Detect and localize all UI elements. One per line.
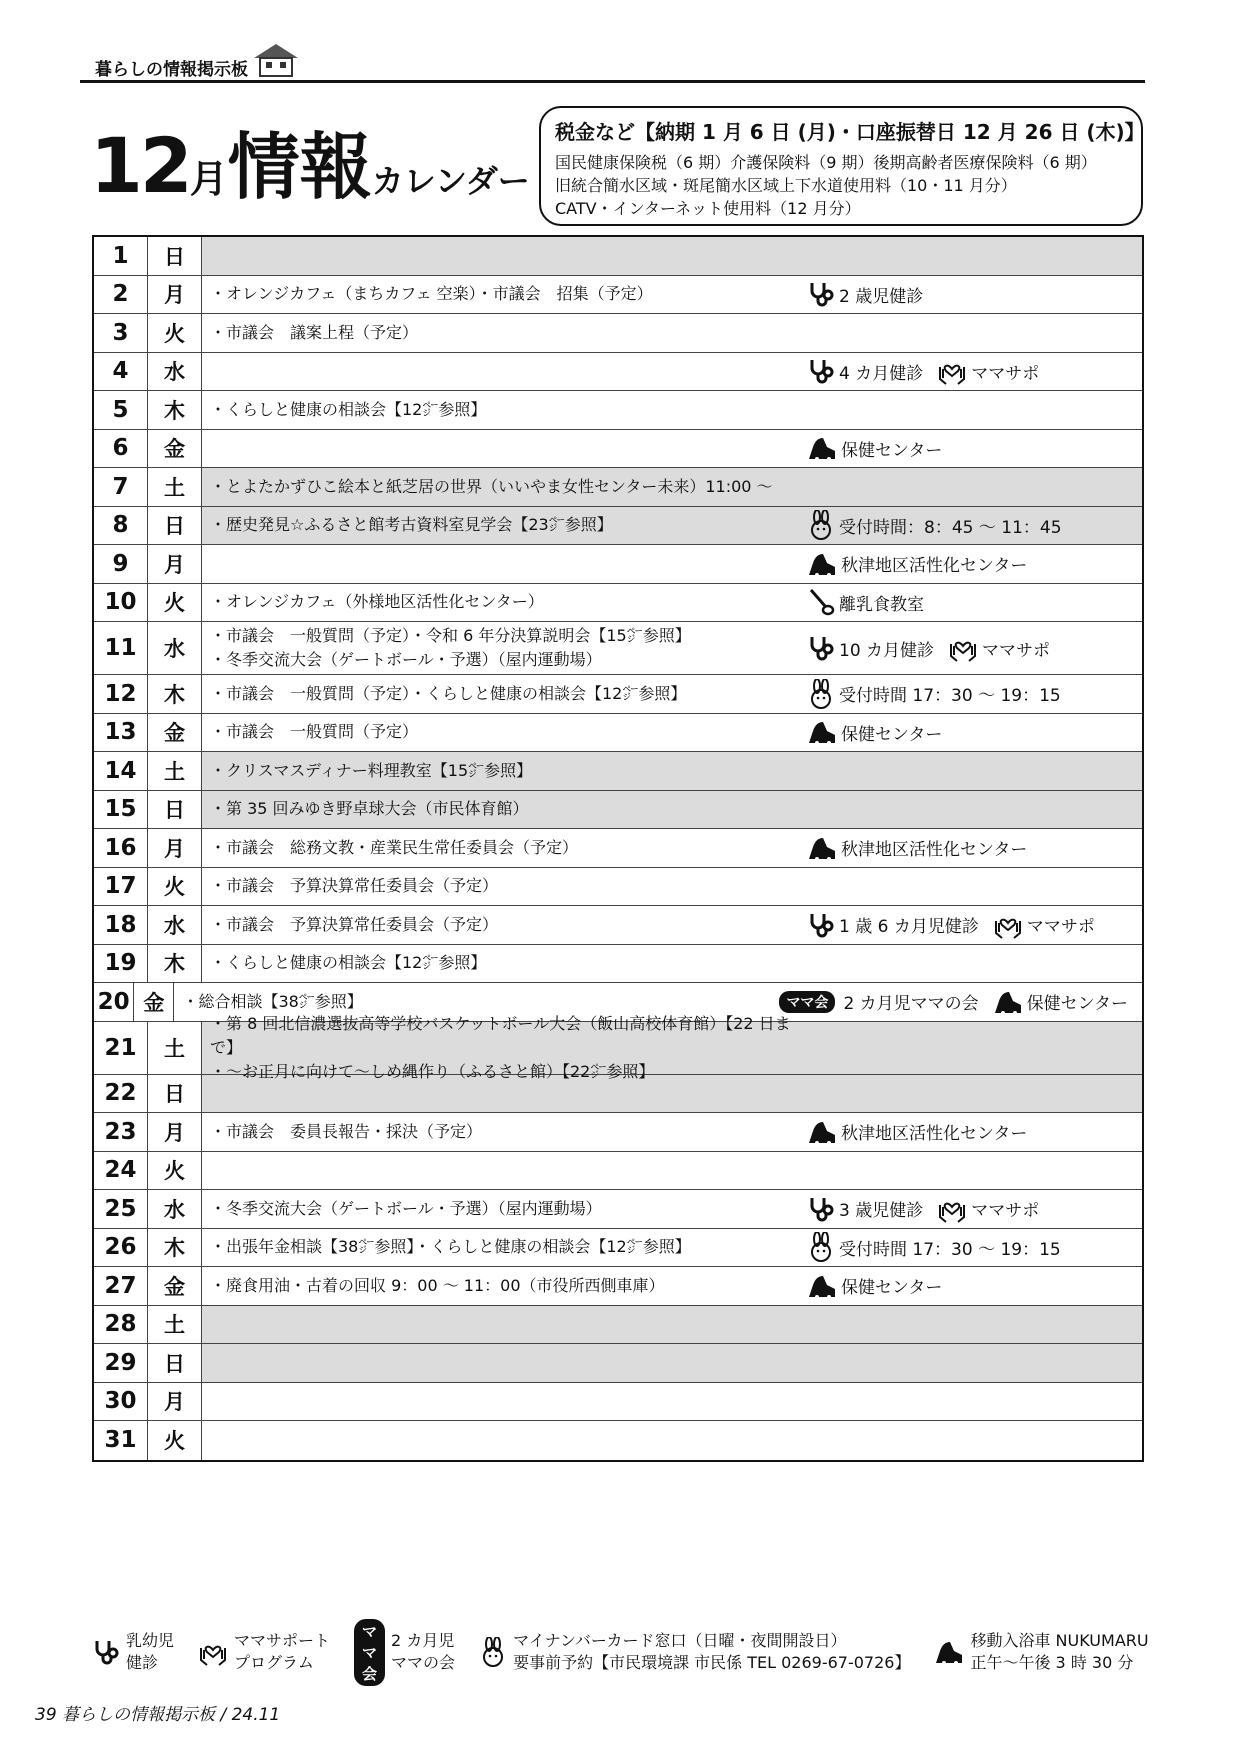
date-cell: 31 bbox=[94, 1421, 148, 1460]
tax-info-box bbox=[539, 106, 1143, 226]
event-item: ・第 8 回北信濃選抜高等学校バスケットボール大会（飯山高校体育館）【22 日まで】 bbox=[210, 1013, 791, 1057]
event-item: ・市議会 委員長報告・採決（予定） bbox=[210, 1121, 483, 1141]
header-label: 暮らしの情報掲示板 bbox=[95, 60, 248, 80]
legend-item bbox=[934, 1630, 1148, 1674]
service-label: 10 カ月健診 bbox=[839, 640, 935, 661]
service-list bbox=[807, 280, 1142, 308]
event-list bbox=[210, 398, 807, 422]
legend-line: 健診 bbox=[126, 1653, 159, 1672]
events-cell bbox=[202, 1344, 1142, 1382]
legend-line: ママの会 bbox=[391, 1653, 456, 1672]
event-item: ・廃食用油・古着の回収 9：00 ～ 11：00（市役所西側車庫） bbox=[210, 1275, 665, 1295]
event-item: ・歴史発見☆ふるさと館考古資料室見学会【23㌻参照】 bbox=[210, 515, 613, 535]
weekday-cell: 木 bbox=[148, 1229, 202, 1267]
events-cell bbox=[202, 314, 1142, 352]
tax-heading: 税金など【納期 1 月 6 日 (月)・口座振替日 12 月 26 日 (木)】 bbox=[555, 120, 1145, 144]
event-item: ・市議会 一般質問（予定）・令和 6 年分決算説明会【15㌻参照】 bbox=[210, 626, 691, 645]
event-item: ・市議会 一般質問（予定）・くらしと健康の相談会【12㌻参照】 bbox=[210, 683, 687, 703]
legend-text bbox=[126, 1630, 174, 1674]
weekday-cell: 水 bbox=[148, 1190, 202, 1228]
event-list bbox=[210, 836, 807, 860]
event-item: ・市議会 総務文教・産業民生常任委員会（予定） bbox=[210, 837, 579, 857]
events-cell bbox=[202, 1306, 1142, 1344]
calendar-row bbox=[94, 237, 1142, 276]
weekday-cell: 金 bbox=[148, 1267, 202, 1305]
service-tag bbox=[807, 835, 1027, 861]
stethoscope-icon bbox=[807, 911, 835, 939]
calendar-row bbox=[94, 622, 1142, 675]
hands-heart-icon bbox=[937, 357, 967, 385]
legend-text bbox=[970, 1630, 1148, 1674]
date-cell: 12 bbox=[94, 675, 148, 713]
hands-heart-icon bbox=[937, 1195, 967, 1223]
tax-line: CATV・インターネット使用料（12 月分） bbox=[555, 199, 861, 218]
date-cell: 15 bbox=[94, 791, 148, 829]
service-tag bbox=[807, 1119, 1027, 1145]
event-list bbox=[210, 720, 807, 744]
service-tag bbox=[807, 280, 923, 308]
date-cell: 29 bbox=[94, 1344, 148, 1382]
weekday-cell: 月 bbox=[148, 829, 202, 867]
stethoscope-icon bbox=[807, 280, 835, 308]
event-item: ・出張年金相談【38㌻参照】・くらしと健康の相談会【12㌻参照】 bbox=[210, 1237, 691, 1257]
events-cell bbox=[202, 714, 1142, 752]
service-tag bbox=[948, 634, 1050, 662]
calendar-row bbox=[94, 675, 1142, 714]
hands-heart-icon bbox=[948, 634, 978, 662]
event-item: ・クリスマスディナー料理教室【15㌻参照】 bbox=[210, 760, 533, 780]
events-cell bbox=[202, 545, 1142, 583]
event-item: ・市議会 予算決算常任委員会（予定） bbox=[210, 876, 499, 896]
date-cell: 5 bbox=[94, 391, 148, 429]
event-item: ・市議会 議案上程（予定） bbox=[210, 322, 419, 342]
calendar-row bbox=[94, 1383, 1142, 1422]
bath-car-icon bbox=[807, 835, 837, 861]
service-list bbox=[807, 1119, 1142, 1145]
stethoscope-icon bbox=[807, 1195, 835, 1223]
date-cell: 19 bbox=[94, 945, 148, 983]
weekday-cell: 土 bbox=[148, 468, 202, 506]
service-list bbox=[807, 357, 1142, 385]
rabbit-icon bbox=[807, 679, 835, 709]
service-list bbox=[807, 510, 1142, 540]
bath-car-icon bbox=[807, 435, 837, 461]
event-list bbox=[210, 951, 807, 975]
calendar-row bbox=[94, 430, 1142, 469]
weekday-cell: 火 bbox=[148, 314, 202, 352]
date-cell: 24 bbox=[94, 1152, 148, 1190]
event-list bbox=[210, 475, 807, 499]
service-label: ママサポ bbox=[971, 363, 1040, 384]
service-label: 保健センター bbox=[1026, 994, 1128, 1015]
weekday-cell: 月 bbox=[148, 1383, 202, 1421]
date-cell: 2 bbox=[94, 276, 148, 314]
event-item: ・オレンジカフェ（まちカフェ 空楽）・市議会 招集（予定） bbox=[210, 284, 653, 304]
hands-heart-icon bbox=[198, 1638, 228, 1666]
weekday-cell: 月 bbox=[148, 545, 202, 583]
event-list bbox=[210, 874, 807, 898]
date-cell: 18 bbox=[94, 906, 148, 944]
stethoscope-icon bbox=[807, 357, 835, 385]
weekday-cell: 火 bbox=[148, 584, 202, 622]
weekday-cell: 日 bbox=[148, 1075, 202, 1113]
weekday-cell: 火 bbox=[148, 1421, 202, 1460]
events-cell bbox=[202, 1013, 1142, 1081]
weekday-cell: 土 bbox=[148, 1306, 202, 1344]
calendar-row bbox=[94, 791, 1142, 830]
service-label: 秋津地区活性化センター bbox=[841, 1124, 1028, 1145]
service-label: 受付時間：8：45 ～ 11：45 bbox=[839, 517, 1062, 538]
events-cell bbox=[202, 1075, 1142, 1113]
event-list bbox=[210, 282, 807, 306]
date-cell: 28 bbox=[94, 1306, 148, 1344]
tax-line: 旧統合簡水区域・斑尾簡水区域上下水道使用料（10・11 月分） bbox=[555, 176, 1017, 195]
legend-text bbox=[391, 1630, 455, 1674]
service-label: ママサポ bbox=[971, 1201, 1040, 1222]
event-list bbox=[210, 1197, 807, 1221]
service-tag bbox=[993, 989, 1128, 1015]
event-item: ・くらしと健康の相談会【12㌻参照】 bbox=[210, 953, 487, 973]
service-list bbox=[807, 1232, 1142, 1262]
weekday-cell: 日 bbox=[148, 237, 202, 275]
bath-car-icon bbox=[807, 1273, 837, 1299]
event-list bbox=[182, 990, 779, 1014]
date-cell: 14 bbox=[94, 752, 148, 790]
service-list bbox=[807, 587, 1142, 617]
event-item: ・オレンジカフェ（外様地区活性化センター） bbox=[210, 592, 544, 612]
date-cell: 26 bbox=[94, 1229, 148, 1267]
event-list bbox=[210, 1120, 807, 1144]
date-cell: 7 bbox=[94, 468, 148, 506]
service-tag bbox=[807, 1232, 1061, 1262]
weekday-cell: 土 bbox=[148, 1022, 202, 1074]
service-label: 1 歳 6 カ月児健診 bbox=[839, 917, 979, 938]
header-rule bbox=[80, 80, 1145, 83]
page-footer: 39 暮らしの情報掲示板 / 24.11 bbox=[35, 1705, 281, 1725]
events-cell bbox=[202, 353, 1142, 391]
date-cell: 3 bbox=[94, 314, 148, 352]
date-cell: 25 bbox=[94, 1190, 148, 1228]
calendar-row bbox=[94, 1267, 1142, 1306]
weekday-cell: 日 bbox=[148, 507, 202, 545]
event-item: ・くらしと健康の相談会【12㌻参照】 bbox=[210, 399, 487, 419]
bath-car-icon bbox=[807, 551, 837, 577]
service-label: ママサポ bbox=[982, 640, 1051, 661]
weekday-cell: 木 bbox=[148, 945, 202, 983]
event-list bbox=[210, 513, 807, 537]
service-tag bbox=[807, 435, 942, 461]
service-label: 保健センター bbox=[841, 1278, 943, 1299]
event-list bbox=[210, 797, 807, 821]
legend-line: 移動入浴車 NUKUMARU bbox=[970, 1631, 1149, 1650]
calendar-row bbox=[94, 507, 1142, 546]
event-list bbox=[210, 1012, 807, 1084]
event-list bbox=[210, 1274, 807, 1298]
service-list bbox=[807, 719, 1142, 745]
event-list bbox=[210, 590, 807, 614]
stethoscope-icon bbox=[92, 1638, 120, 1666]
events-cell bbox=[202, 829, 1142, 867]
weekday-cell: 水 bbox=[148, 353, 202, 391]
service-label: 保健センター bbox=[841, 724, 943, 745]
bath-car-icon bbox=[807, 719, 837, 745]
date-cell: 17 bbox=[94, 868, 148, 906]
calendar-row bbox=[94, 314, 1142, 353]
event-list bbox=[210, 682, 807, 706]
legend-text bbox=[234, 1630, 330, 1674]
calendar-row bbox=[94, 468, 1142, 507]
event-item: ・冬季交流大会（ゲートボール・予選）（屋内運動場） bbox=[210, 650, 602, 669]
weekday-cell: 木 bbox=[148, 675, 202, 713]
legend-item bbox=[198, 1630, 330, 1674]
service-list bbox=[807, 551, 1142, 577]
date-cell: 20 bbox=[94, 983, 134, 1021]
legend-line: 要事前予約【市民環境課 市民係 TEL 0269-67-0726】 bbox=[513, 1653, 911, 1672]
service-label: 3 歳児健診 bbox=[839, 1201, 924, 1222]
calendar-row bbox=[94, 391, 1142, 430]
weekday-cell: 金 bbox=[148, 430, 202, 468]
legend bbox=[92, 1622, 1149, 1683]
weekday-cell: 火 bbox=[148, 1152, 202, 1190]
weekday-cell: 日 bbox=[148, 1344, 202, 1382]
legend-line: プログラム bbox=[234, 1653, 314, 1672]
calendar-row bbox=[94, 1075, 1142, 1114]
calendar-table bbox=[92, 235, 1144, 1462]
calendar-row bbox=[94, 1229, 1142, 1268]
service-label: 離乳食教室 bbox=[839, 594, 924, 615]
service-list bbox=[779, 989, 1142, 1015]
hands-heart-icon bbox=[993, 911, 1023, 939]
calendar-row bbox=[94, 829, 1142, 868]
service-label: 受付時間 17：30 ～ 19：15 bbox=[839, 686, 1061, 707]
events-cell bbox=[202, 868, 1142, 906]
event-list bbox=[210, 1235, 807, 1259]
event-item: ・市議会 予算決算常任委員会（予定） bbox=[210, 914, 499, 934]
service-tag bbox=[807, 911, 979, 939]
weekday-cell: 土 bbox=[148, 752, 202, 790]
service-list bbox=[807, 634, 1142, 662]
service-tag bbox=[807, 1273, 942, 1299]
service-tag bbox=[807, 634, 934, 662]
calendar-row bbox=[94, 906, 1142, 945]
title-main: 情報 bbox=[227, 125, 372, 209]
title-month-suffix: 月 bbox=[189, 157, 228, 201]
weekday-cell: 火 bbox=[148, 868, 202, 906]
legend-line: 2 カ月児 bbox=[391, 1631, 455, 1650]
calendar-row bbox=[94, 752, 1142, 791]
date-cell: 13 bbox=[94, 714, 148, 752]
mama-badge: ママ会 bbox=[354, 1619, 385, 1686]
date-cell: 9 bbox=[94, 545, 148, 583]
tax-line: 国民健康保険税（6 期）介護保険料（9 期）後期高齢者医療保険料（6 期） bbox=[555, 153, 1097, 172]
event-item: ・第 35 回みゆき野卓球大会（市民体育館） bbox=[210, 799, 529, 819]
event-item: ・市議会 一般質問（予定） bbox=[210, 722, 419, 742]
events-cell bbox=[202, 675, 1142, 713]
calendar-row bbox=[94, 1344, 1142, 1383]
events-cell bbox=[202, 237, 1142, 275]
service-list bbox=[807, 679, 1142, 709]
events-cell bbox=[202, 1190, 1142, 1228]
rabbit-icon bbox=[807, 510, 835, 540]
title-month-number: 12 bbox=[90, 121, 190, 210]
page-title bbox=[90, 121, 530, 210]
service-tag bbox=[807, 510, 1062, 540]
events-cell bbox=[202, 1113, 1142, 1151]
legend-line: ママサポート bbox=[234, 1631, 331, 1650]
weekday-cell: 月 bbox=[148, 276, 202, 314]
date-cell: 21 bbox=[94, 1022, 148, 1074]
calendar-row bbox=[94, 714, 1142, 753]
service-list bbox=[807, 1273, 1142, 1299]
event-item: ・～お正月に向けて～しめ縄作り（ふるさと館）【22㌻参照】 bbox=[210, 1061, 655, 1081]
event-list bbox=[210, 321, 807, 345]
house-icon bbox=[252, 42, 300, 82]
service-tag bbox=[937, 357, 1039, 385]
calendar-row bbox=[94, 1113, 1142, 1152]
service-tag bbox=[807, 719, 942, 745]
service-label: 保健センター bbox=[841, 440, 943, 461]
service-label: 2 歳児健診 bbox=[839, 286, 924, 307]
event-list bbox=[210, 913, 807, 937]
service-label: 2 カ月児ママの会 bbox=[843, 994, 979, 1015]
service-label: 4 カ月健診 bbox=[839, 363, 924, 384]
events-cell bbox=[202, 622, 1142, 674]
events-cell bbox=[202, 391, 1142, 429]
events-cell bbox=[202, 1421, 1142, 1460]
legend-item bbox=[92, 1630, 174, 1674]
service-tag bbox=[807, 1195, 923, 1223]
service-list bbox=[807, 435, 1142, 461]
events-cell bbox=[202, 584, 1142, 622]
date-cell: 1 bbox=[94, 237, 148, 275]
date-cell: 23 bbox=[94, 1113, 148, 1151]
legend-line: マイナンバーカード窓口（日曜・夜間開設日） bbox=[513, 1631, 847, 1650]
date-cell: 11 bbox=[94, 622, 148, 674]
service-tag bbox=[937, 1195, 1039, 1223]
events-cell bbox=[202, 945, 1142, 983]
service-tag bbox=[807, 679, 1061, 709]
events-cell bbox=[202, 507, 1142, 545]
events-cell bbox=[202, 1152, 1142, 1190]
calendar-row bbox=[94, 1152, 1142, 1191]
events-cell bbox=[202, 791, 1142, 829]
weekday-cell: 水 bbox=[148, 622, 202, 674]
events-cell bbox=[202, 276, 1142, 314]
date-cell: 22 bbox=[94, 1075, 148, 1113]
spoon-icon bbox=[807, 587, 835, 617]
date-cell: 10 bbox=[94, 584, 148, 622]
bath-car-icon bbox=[934, 1639, 964, 1665]
service-list bbox=[807, 835, 1142, 861]
calendar-row bbox=[94, 868, 1142, 907]
date-cell: 16 bbox=[94, 829, 148, 867]
event-item: ・冬季交流大会（ゲートボール・予選）（屋内運動場） bbox=[210, 1198, 602, 1218]
event-item: ・総合相談【38㌻参照】 bbox=[182, 991, 363, 1011]
legend-text bbox=[513, 1630, 910, 1674]
events-cell bbox=[202, 1383, 1142, 1421]
service-label: 秋津地区活性化センター bbox=[841, 556, 1028, 577]
weekday-cell: 金 bbox=[134, 983, 174, 1021]
date-cell: 8 bbox=[94, 507, 148, 545]
rabbit-icon bbox=[807, 1232, 835, 1262]
service-list bbox=[807, 1195, 1142, 1223]
event-list bbox=[210, 624, 807, 672]
calendar-row bbox=[94, 1013, 1142, 1081]
bath-car-icon bbox=[807, 1119, 837, 1145]
date-cell: 6 bbox=[94, 430, 148, 468]
service-tag bbox=[807, 587, 924, 617]
weekday-cell: 金 bbox=[148, 714, 202, 752]
service-tag bbox=[807, 357, 923, 385]
legend-item bbox=[354, 1619, 455, 1686]
events-cell bbox=[202, 752, 1142, 790]
mama-badge: ママ会 bbox=[779, 991, 835, 1013]
calendar-row bbox=[94, 545, 1142, 584]
events-cell bbox=[202, 468, 1142, 506]
date-cell: 27 bbox=[94, 1267, 148, 1305]
event-list bbox=[210, 759, 807, 783]
weekday-cell: 木 bbox=[148, 391, 202, 429]
bath-car-icon bbox=[993, 989, 1023, 1015]
events-cell bbox=[202, 1267, 1142, 1305]
calendar-row bbox=[94, 276, 1142, 315]
stethoscope-icon bbox=[807, 634, 835, 662]
calendar-row bbox=[94, 1190, 1142, 1229]
calendar-row bbox=[94, 1421, 1142, 1460]
service-tag bbox=[779, 989, 978, 1014]
service-list bbox=[807, 911, 1142, 939]
legend-line: 乳幼児 bbox=[126, 1631, 175, 1650]
service-tag bbox=[807, 551, 1027, 577]
calendar-row bbox=[94, 945, 1142, 984]
event-item: ・とよたかずひこ絵本と紙芝居の世界（いいやま女性センター未来）11:00 ～ bbox=[210, 476, 773, 496]
service-tag bbox=[993, 911, 1095, 939]
service-label: 秋津地区活性化センター bbox=[841, 840, 1028, 861]
legend-line: 正午～午後 3 時 30 分 bbox=[970, 1653, 1134, 1672]
calendar-row bbox=[94, 353, 1142, 392]
events-cell bbox=[202, 906, 1142, 944]
date-cell: 4 bbox=[94, 353, 148, 391]
calendar-row bbox=[94, 584, 1142, 623]
events-cell bbox=[202, 1229, 1142, 1267]
calendar-row bbox=[94, 1306, 1142, 1345]
legend-item bbox=[479, 1630, 910, 1674]
service-label: 受付時間 17：30 ～ 19：15 bbox=[839, 1239, 1061, 1260]
service-label: ママサポ bbox=[1026, 917, 1095, 938]
title-sub: カレンダー bbox=[371, 162, 530, 200]
weekday-cell: 日 bbox=[148, 791, 202, 829]
rabbit-icon bbox=[479, 1637, 507, 1667]
weekday-cell: 月 bbox=[148, 1113, 202, 1151]
events-cell bbox=[202, 430, 1142, 468]
date-cell: 30 bbox=[94, 1383, 148, 1421]
weekday-cell: 水 bbox=[148, 906, 202, 944]
